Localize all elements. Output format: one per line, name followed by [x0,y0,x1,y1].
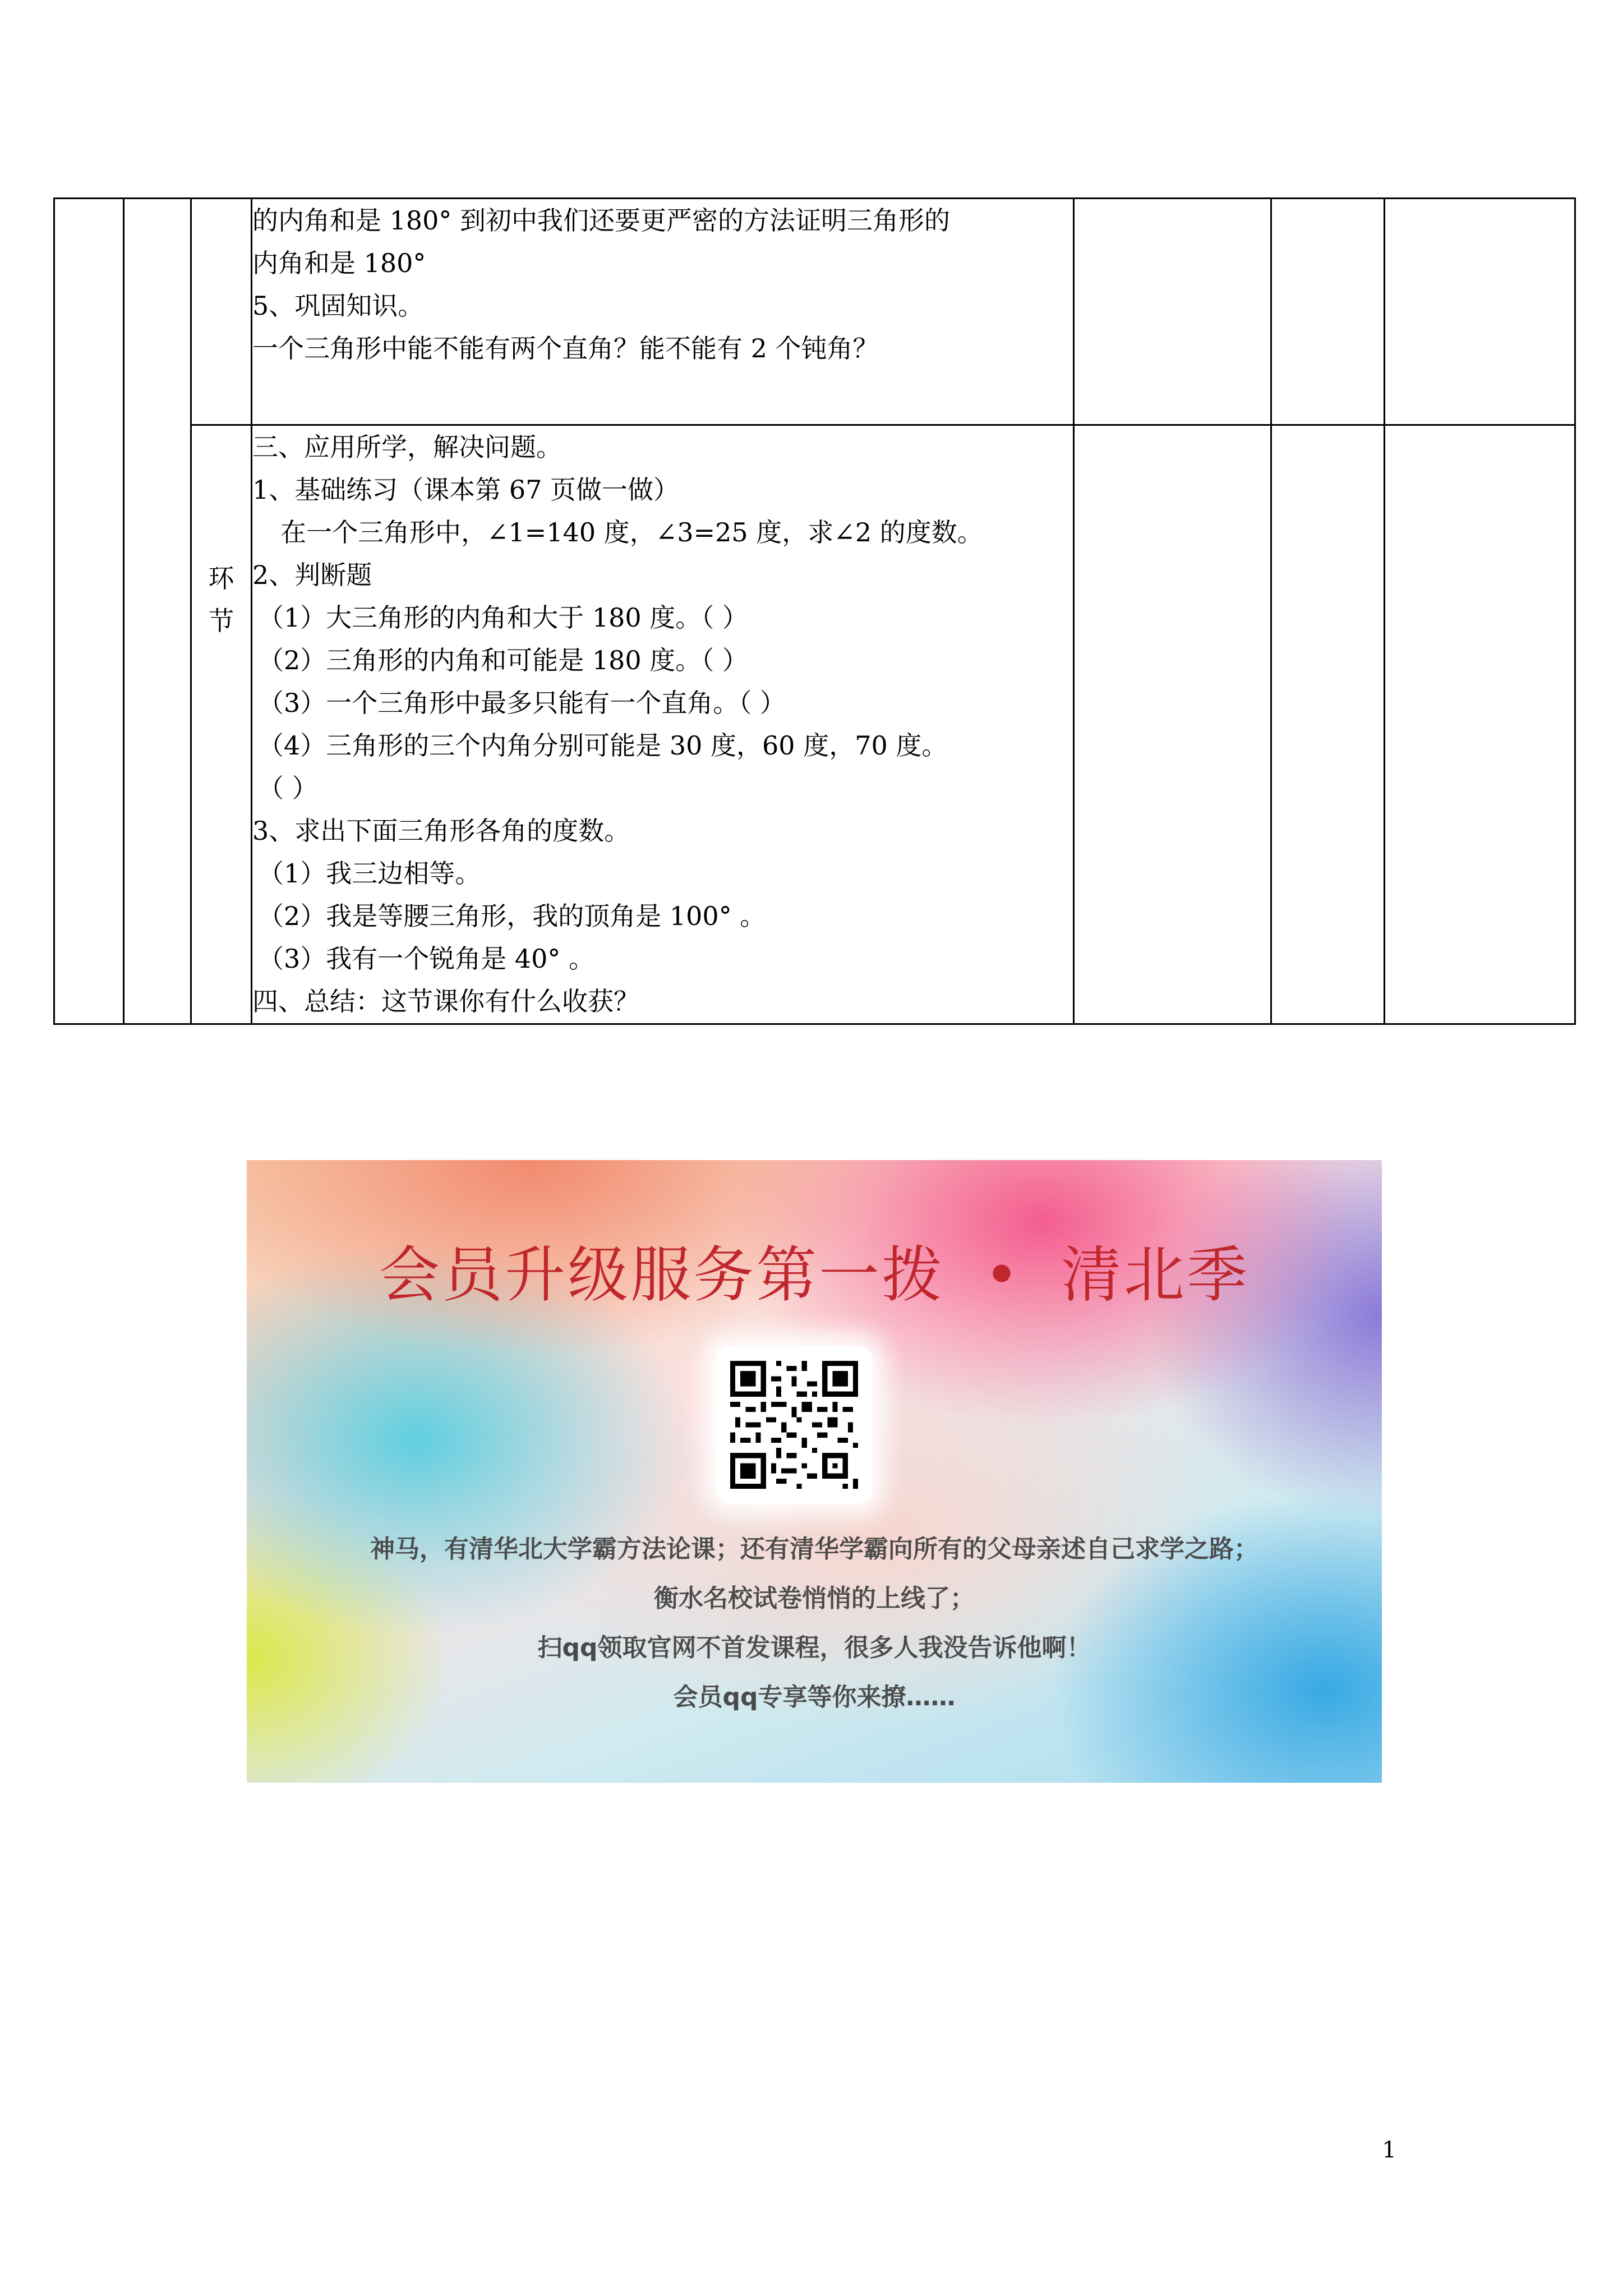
banner-text [247,1525,1382,1722]
section-label-char: 节 [208,606,234,636]
banner-title-dot: • [984,1240,1022,1310]
text-line: 一个三角形中能不能有两个直角？能不能有 2 个钝角？ [252,333,879,364]
text-line: （4）三角形的三个内角分别可能是 30 度，60 度，70 度。 [258,730,948,761]
banner-title-left: 会员升级服务第一拨 [379,1240,945,1310]
text-line: （3）一个三角形中最多只能有一个直角。（ ） [258,688,786,718]
banner-title [247,1226,1382,1313]
table-cell [1385,425,1575,1024]
content-cell [252,199,1074,425]
page-number: 1 [1382,2137,1396,2163]
banner-line: 神马，有清华北大学霸方法论课；还有清华学霸向所有的父母亲述自己求学之路； [370,1535,1258,1563]
text-line: （ ） [258,773,318,803]
banner-line: 会员qq专享等你来撩…… [673,1683,956,1711]
text-line: 5、巩固知识。 [252,291,424,321]
section-label-char: 环 [208,563,234,593]
table-cell [1385,199,1575,425]
banner-line: 扫qq领取官网不首发课程，很多人我没告诉他啊！ [537,1634,1091,1662]
promo-banner [247,1160,1382,1783]
text-line: 三、应用所学，解决问题。 [252,432,562,462]
table-cell [191,199,252,425]
text-line: 的内角和是 180° 到初中我们还要更严密的方法证明三角形的 [252,205,951,236]
text-line: （2）三角形的内角和可能是 180 度。（ ） [258,645,748,675]
text-line: 1、基础练习（课本第 67 页做一做） [252,475,680,505]
table-row [54,425,1575,1024]
content-cell [252,425,1074,1024]
lesson-plan-table [53,197,1576,1025]
text-line: （3）我有一个锐角是 40° 。 [258,944,595,974]
text-line: （2）我是等腰三角形，我的顶角是 100° 。 [258,901,766,931]
qr-code-icon[interactable] [730,1361,858,1489]
text-line: 3、求出下面三角形各角的度数。 [252,816,630,846]
banner-line: 衡水名校试卷悄悄的上线了； [654,1584,975,1613]
text-line: 四、总结：这节课你有什么收获？ [252,986,639,1016]
section-label-cell [191,425,252,1024]
text-line: 在一个三角形中，∠1=140 度，∠3=25 度，求∠2 的度数。 [280,517,983,547]
text-line: （1）大三角形的内角和大于 180 度。（ ） [258,602,748,633]
text-line: 内角和是 180° [252,248,426,278]
table-cell [124,199,191,1024]
table-cell [1074,199,1271,425]
table-cell [1271,199,1385,425]
table-cell [54,199,124,1024]
table-cell [1271,425,1385,1024]
table-cell [1074,425,1271,1024]
text-line: 2、判断题 [252,560,372,590]
text-line: （1）我三边相等。 [258,858,481,889]
table-row [54,199,1575,425]
banner-title-right: 清北季 [1061,1240,1249,1310]
